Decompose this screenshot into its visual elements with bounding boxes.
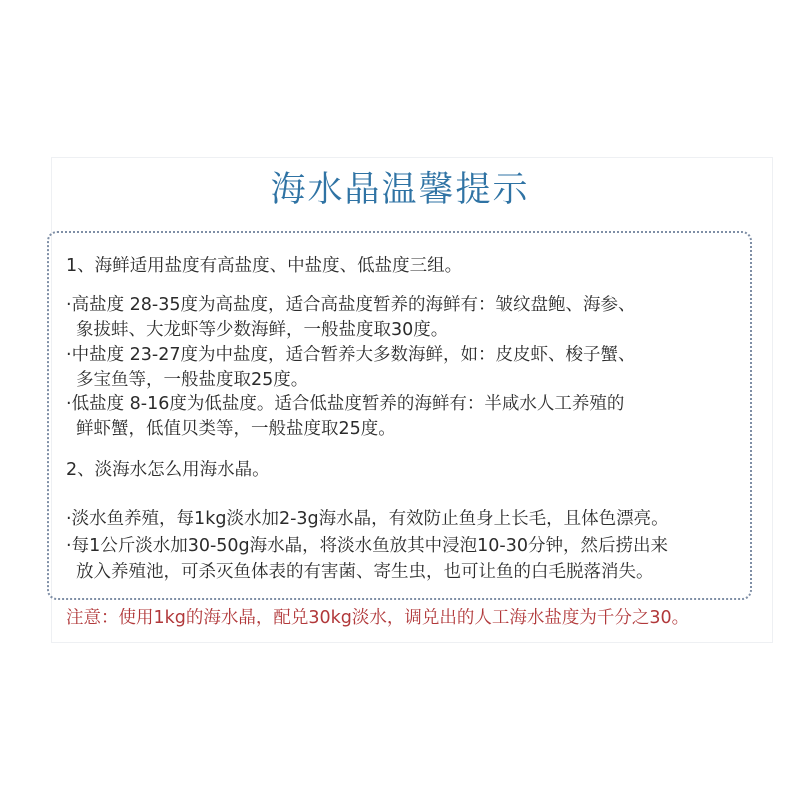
- freshwater-item1: ·淡水鱼养殖，每1kg淡水加2-3g海水晶，有效防止鱼身上长毛，且体色漂亮。: [66, 509, 669, 529]
- high-salinity-line1: ·高盐度 28-35度为高盐度，适合高盐度暂养的海鲜有：皱纹盘鲍、海参、: [66, 295, 636, 315]
- low-salinity-line2: 鲜虾蟹，低值贝类等，一般盐度取25度。: [76, 419, 396, 439]
- high-salinity-line2: 象拔蚌、大龙虾等少数海鲜，一般盐度取30度。: [76, 320, 449, 340]
- freshwater-item2-line1: ·每1公斤淡水加30-50g海水晶，将淡水鱼放其中浸泡10-30分钟，然后捞出来: [66, 536, 669, 556]
- low-salinity-line1: ·低盐度 8-16度为低盐度。适合低盐度暂养的海鲜有：半咸水人工养殖的: [66, 394, 625, 414]
- note-text: 注意：使用1kg的海水晶，配兑30kg淡水，调兑出的人工海水盐度为千分之30。: [66, 608, 690, 628]
- section2-heading: 2、淡海水怎么用海水晶。: [66, 460, 270, 480]
- mid-salinity-line2: 多宝鱼等，一般盐度取25度。: [76, 370, 309, 390]
- page-title: 海水晶温馨提示: [270, 170, 530, 210]
- mid-salinity-line1: ·中盐度 23-27度为中盐度，适合暂养大多数海鲜，如：皮皮虾、梭子蟹、: [66, 345, 636, 365]
- freshwater-item2-line2: 放入养殖池，可杀灭鱼体表的有害菌、寄生虫，也可让鱼的白毛脱落消失。: [76, 562, 654, 582]
- section1-heading: 1、海鲜适用盐度有高盐度、中盐度、低盐度三组。: [66, 256, 463, 276]
